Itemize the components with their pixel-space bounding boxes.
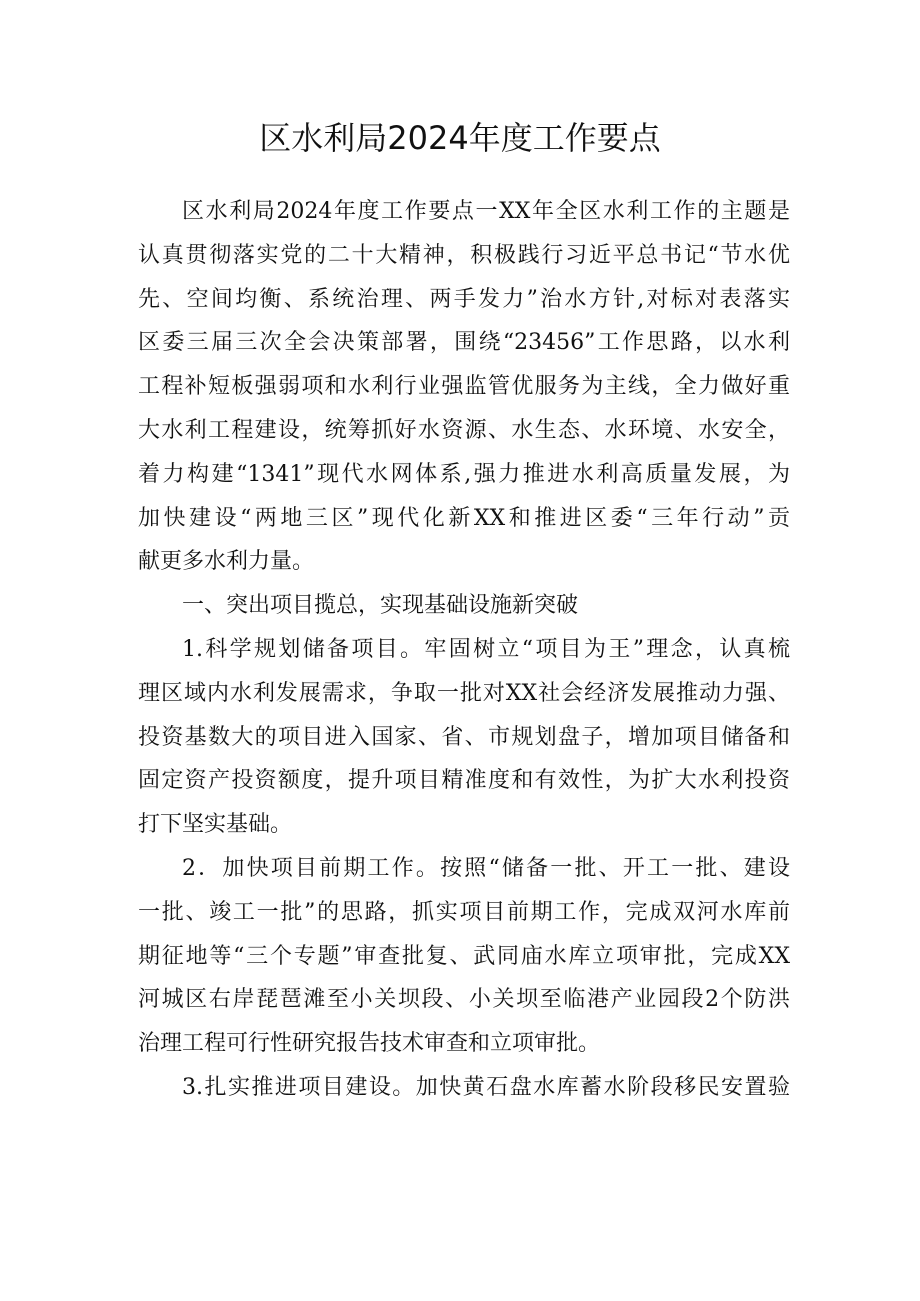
paragraph-line: 一、突出项目揽总，实现基础设施新突破 xyxy=(182,593,579,619)
paragraph-line: 一批、竣工一批”的思路，抓实项目前期工作，完成双河水库前 xyxy=(138,899,790,925)
paragraph-line: 3.扎实推进项目建设。加快黄石盘水库蓄水阶段移民安置验 xyxy=(182,1074,790,1100)
paragraph-line: 着力构建“1341”现代水网体系,强力推进水利高质量发展，为 xyxy=(138,461,790,487)
paragraph-line: 2．加快项目前期工作。按照“储备一批、开工一批、建设 xyxy=(182,855,790,881)
paragraph-line: 献更多水利力量。 xyxy=(138,549,315,575)
paragraph-line: 治理工程可行性研究报告技术审查和立项审批。 xyxy=(138,1031,601,1057)
paragraph-line: 1.科学规划储备项目。牢固树立“项目为王”理念，认真梳 xyxy=(182,636,790,662)
paragraph-line: 大水利工程建设，统筹抓好水资源、水生态、水环境、水安全， xyxy=(138,417,790,443)
paragraph-line: 固定资产投资额度，提升项目精准度和有效性，为扩大水利投资 xyxy=(138,768,790,794)
paragraph-line: 投资基数大的项目进入国家、省、市规划盘子，增加项目储备和 xyxy=(138,724,790,750)
paragraph-line: 理区域内水利发展需求，争取一批对XX社会经济发展推动力强、 xyxy=(138,680,790,706)
paragraph-line: 打下坚实基础。 xyxy=(138,812,293,838)
paragraph-line: 先、空间均衡、系统治理、两手发力”治水方针,对标对表落实 xyxy=(138,286,790,312)
paragraph-line: 工程补短板强弱项和水利行业强监管优服务为主线，全力做好重 xyxy=(138,374,790,400)
paragraph-line: 期征地等“三个专题”审查批复、武同庙水库立项审批，完成XX xyxy=(138,943,790,969)
paragraph-line: 区水利局2024年度工作要点一XX年全区水利工作的主题是 xyxy=(182,199,790,224)
paragraph-line: 加快建设“两地三区”现代化新XX和推进区委“三年行动”贡 xyxy=(138,505,790,531)
paragraph-line: 河城区右岸琵琶滩至小关坝段、小关坝至临港产业园段2个防洪 xyxy=(138,987,790,1013)
document-body xyxy=(138,190,790,1110)
paragraph-line: 认真贯彻落实党的二十大精神，积极践行习近平总书记“节水优 xyxy=(138,242,790,268)
paragraph-line: 区委三届三次全会决策部署，围绕“23456”工作思路，以水利 xyxy=(138,330,790,356)
document-title: 区水利局2024年度工作要点 xyxy=(259,119,661,157)
